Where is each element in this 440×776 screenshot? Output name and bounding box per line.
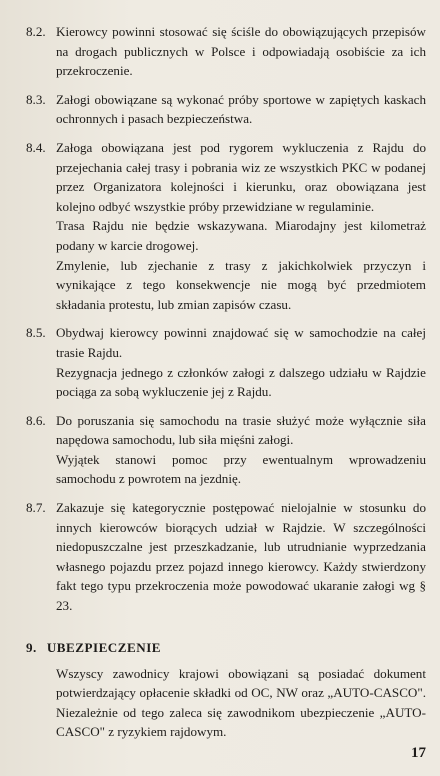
section-number: 8.7.	[26, 500, 46, 516]
section-8-7	[26, 498, 426, 616]
section-8-3	[26, 90, 426, 129]
section-number: 8.3.	[26, 91, 46, 107]
section-number: 8.2.	[26, 24, 46, 39]
section-title: UBEZPIECZENIE	[46, 639, 162, 655]
paragraph: Wszyscy zawodnicy krajowi obowiązani są posiadać dokument potwierdzający opłacenie składki od OC, NW oraz „AUTO-CASCO". Niezależnie od tego zaleca się zawodnikom ubezpieczenie „AUTO-CASCO" z ryzykiem rajdowym.	[56, 665, 426, 740]
paragraph: Rezygnacja jednego z członków załogi z dalszego udziału w Rajdzie pociąga za sobą wykluczenie jej z Rajdu.	[56, 364, 426, 400]
section-9-body	[26, 664, 426, 742]
paragraph: Trasa Rajdu nie będzie wskazywana. Miarodajny jest kilometraż podany w karcie drogowej.	[56, 218, 426, 253]
paragraph: Zmylenie, lub zjechanie z trasy z jakichkolwiek przyczyn i wynikające z tego konsekwencje nie mogą być przedmiotem składania protestu, lub zmian zapisów czasu.	[56, 257, 426, 312]
section-9-heading	[26, 640, 426, 656]
section-8-4	[26, 138, 426, 314]
section-number: 8.5.	[26, 325, 46, 341]
section-number: 8.4.	[26, 139, 46, 155]
paragraph: Wyjątek stanowi pomoc przy ewentualnym wprowadzeniu samochodu z powrotem na jezdnię.	[56, 451, 426, 487]
paragraph: Kierowcy powinni stosować się ściśle do obowiązujących przepisów na drogach publicznych w Polsce i odpowiadają osobiście za ich przekroczenie.	[56, 24, 426, 79]
section-8-5	[26, 323, 426, 401]
page-number: 17	[411, 745, 426, 761]
paragraph: Załogi obowiązane są wykonać próby sportowe w zapiętych kaskach ochronnych i pasach bezpieczeństwa.	[56, 91, 426, 127]
paragraph: Zakazuje się kategorycznie postępować nielojalnie w stosunku do innych kierowców biorących udział w Rajdzie. W szczególności niedopuszczalne jest przeszkadzanie, lub utrudnianie wyprzedzania własnego pojazdu przez pojazd innego kierowcy. Każdy stwierdzony fakt tego typu przekroczenia może powodować ukaranie załogi wg § 23.	[56, 500, 426, 614]
section-number: 9.	[26, 639, 37, 655]
paragraph: Do poruszania się samochodu na trasie służyć może wyłącznie siła napędowa samochodu, lub siła mięśni załogi.	[56, 412, 426, 448]
paragraph: Obydwaj kierowcy powinni znajdować się w samochodzie na całej trasie Rajdu.	[56, 325, 426, 360]
section-8-6	[26, 411, 426, 489]
section-8-2	[26, 22, 426, 81]
paragraph: Załoga obowiązana jest pod rygorem wykluczenia z Rajdu do przejechania całej trasy i pobrania wiz ze wszystkich PKC w podanej przez Organizatora kolejności i kierunku, oraz obowiązana jest kolejno odbyć wszystkie próby przewidziane w regulaminie.	[56, 139, 426, 214]
section-number: 8.6.	[26, 412, 46, 428]
